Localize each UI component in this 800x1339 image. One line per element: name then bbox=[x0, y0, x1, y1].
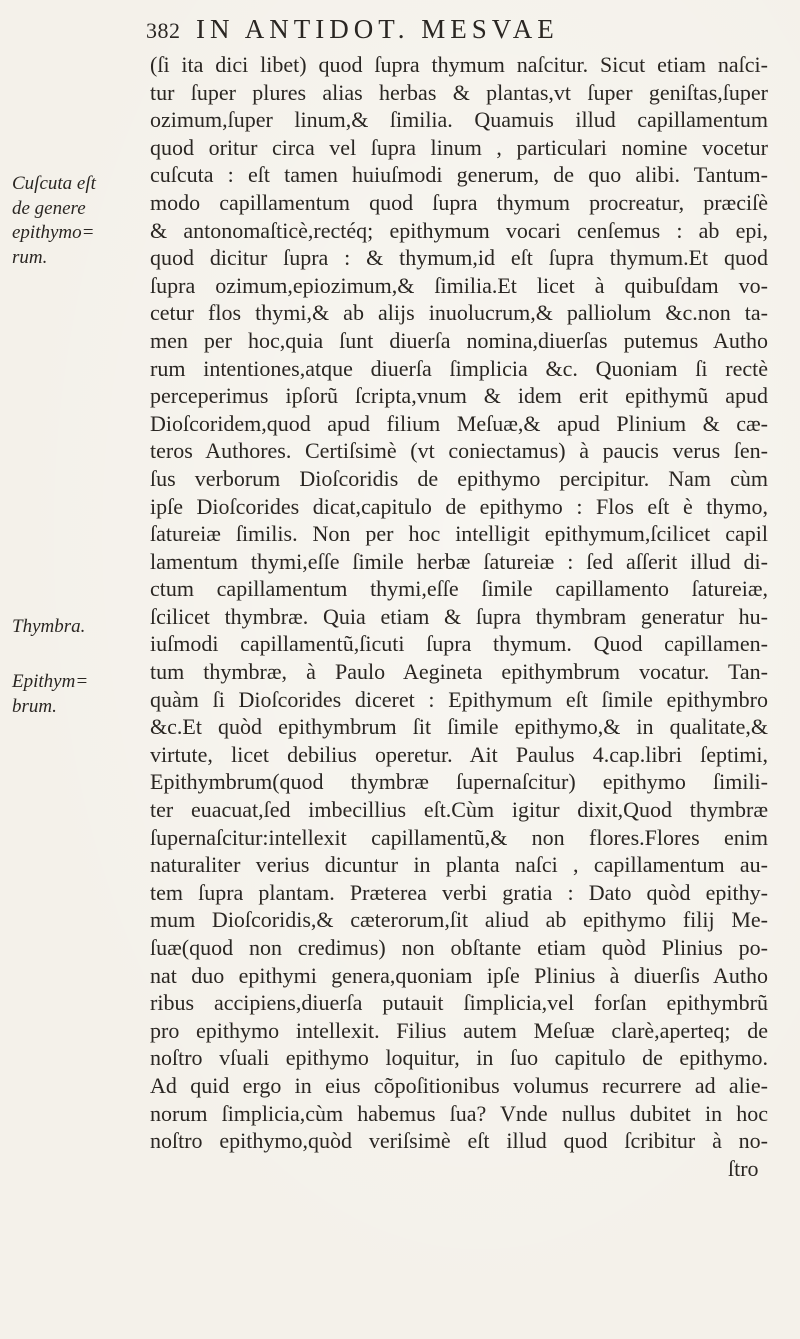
text-line: men per hoc,quia ſunt diuerſa nomina,diuerſas putemus Autho bbox=[150, 327, 768, 353]
text-line: lamentum thymi,eſſe ſimile herbæ ſatureiæ : ſed aſſerit illud di- bbox=[150, 548, 768, 574]
marginal-note-line: Epithym= bbox=[12, 671, 89, 692]
body-text bbox=[150, 51, 768, 1182]
text-line: norum ſimplicia,cùm habemus ſua? Vnde nullus dubitet in hoc bbox=[150, 1100, 768, 1126]
marginal-note-line: de genere bbox=[12, 197, 86, 219]
text-line: naturaliter verius dicuntur in planta naſci , capillamentum au- bbox=[150, 852, 768, 878]
text-line: modo capillamentum quod ſupra thymum procreatur, præciſè bbox=[150, 189, 768, 215]
text-line: & antonomaſticè,rectéq; epithymum vocari cenſemus : ab epi, bbox=[150, 217, 768, 243]
text-line: nat duo epithymi genera,quoniam ipſe Plinius à diuerſis Autho bbox=[150, 962, 768, 988]
text-line: rum intentiones,atque diuerſa ſimplicia &c. Quoniam ſi rectè bbox=[150, 355, 768, 381]
text-line: Epithymbrum(quod thymbræ ſupernaſcitur) epithymo ſimili- bbox=[150, 769, 768, 795]
text-line: quod dicitur ſupra : & thymum,id eſt ſupra thymum.Et quod bbox=[150, 245, 768, 271]
text-line: Ad quid ergo in eius cõpoſitionibus volumus recurrere ad alie- bbox=[150, 1072, 768, 1098]
marginal-note-line: epithymo= bbox=[12, 222, 95, 243]
text-line: tur ſuper plures alias herbas & plantas,vt ſuper geniſtas,ſuper bbox=[150, 79, 768, 105]
marginal-note-line: Cuſcuta eſt bbox=[12, 173, 96, 194]
text-line: ſus verborum Dioſcoridis de epithymo percipitur. Nam cùm bbox=[150, 465, 768, 491]
text-line: ſupernaſcitur:intellexit capillamentũ,& non flores.Flores enim bbox=[150, 824, 768, 850]
text-line: cetur flos thymi,& ab alijs inuolucrum,& palliolum &c.non ta- bbox=[150, 300, 768, 326]
marginal-note-epithymbrum bbox=[12, 670, 88, 719]
text-line: noſtro vſuali epithymo loquitur, in ſuo capitulo de epithymo. bbox=[150, 1045, 768, 1071]
text-line: quàm ſi Dioſcorides diceret : Epithymum eſt ſimile epithymbro bbox=[150, 686, 768, 712]
text-line: &c.Et quòd epithymbrum ſit ſimile epithymo,& in qualitate,& bbox=[150, 714, 768, 740]
text-line: ſupra ozimum,epiozimum,& ſimilia.Et licet à quibuſdam vo- bbox=[150, 272, 768, 298]
page-header bbox=[146, 8, 776, 48]
marginal-note-thymbra bbox=[12, 615, 85, 640]
marginal-note-line: Thymbra. bbox=[12, 616, 86, 637]
text-line: cuſcuta : eſt tamen huiuſmodi generum, de quo alibi. Tantum- bbox=[150, 162, 768, 188]
text-line: teros Authores. Certiſsimè (vt coniectamus) à paucis verus ſen- bbox=[150, 438, 768, 464]
text-line: perceperimus ipſorũ ſcripta,vnum & idem erit epithymũ apud bbox=[150, 383, 768, 409]
text-line: (ſi ita dici libet) quod ſupra thymum naſcitur. Sicut etiam naſci- bbox=[150, 52, 768, 77]
text-line: mum Dioſcoridis,& cæterorum,ſit aliud ab epithymo filij Me- bbox=[150, 907, 768, 933]
marginal-note-cuscuta bbox=[12, 172, 96, 270]
text-line: ſatureiæ ſimilis. Non per hoc intelligit epithymum,ſcilicet capil bbox=[150, 521, 768, 547]
text-line: tem ſupra plantam. Præterea verbi gratia : Dato quòd epithy- bbox=[150, 879, 768, 905]
page-number: 382 bbox=[146, 18, 181, 43]
text-line: ſuæ(quod non credimus) non obſtante etiam quòd Plinius po- bbox=[150, 935, 768, 960]
catchword: ſtro bbox=[728, 1155, 759, 1181]
text-line: ribus accipiens,diuerſa putauit ſimplicia,vel forſan epithymbrũ bbox=[150, 990, 768, 1016]
text-line: iuſmodi capillamentũ,ſicuti ſupra thymum. Quod capillamen- bbox=[150, 631, 768, 657]
text-line: ſcilicet thymbræ. Quia etiam & ſupra thymbram generatur hu- bbox=[150, 603, 768, 629]
text-line: ctum capillamentum thymi,eſſe ſimile capillamento ſatureiæ, bbox=[150, 576, 768, 602]
text-line: pro epithymo intellexit. Filius autem Meſuæ clarè,aperteq; de bbox=[150, 1017, 768, 1043]
marginal-note-line: rum. bbox=[12, 246, 48, 268]
marginal-note-line: brum. bbox=[12, 695, 57, 717]
text-line: tum thymbræ, à Paulo Aegineta epithymbrum vocatur. Tan- bbox=[150, 659, 768, 685]
text-line: noſtro epithymo,quòd veriſsimè eſt illud quod ſcribitur à no- bbox=[150, 1128, 768, 1154]
text-line: Dioſcoridem,quod apud filium Meſuæ,& apud Plinium & cæ- bbox=[150, 410, 768, 436]
text-line: quod oritur circa vel ſupra linum , particulari nomine vocetur bbox=[150, 134, 768, 160]
text-line: virtute, licet debilius operetur. Ait Paulus 4.cap.libri ſeptimi, bbox=[150, 741, 768, 767]
text-line: ipſe Dioſcorides dicat,capitulo de epithymo : Flos eſt è thymo, bbox=[150, 493, 768, 519]
running-head: IN ANTIDOT. MESVAE bbox=[196, 14, 559, 44]
text-line: ter euacuat,ſed imbecillius eſt.Cùm igitur dixit,Quod thymbræ bbox=[150, 797, 768, 823]
text-line: ozimum,ſuper linum,& ſimilia. Quamuis illud capillamentum bbox=[150, 107, 768, 133]
